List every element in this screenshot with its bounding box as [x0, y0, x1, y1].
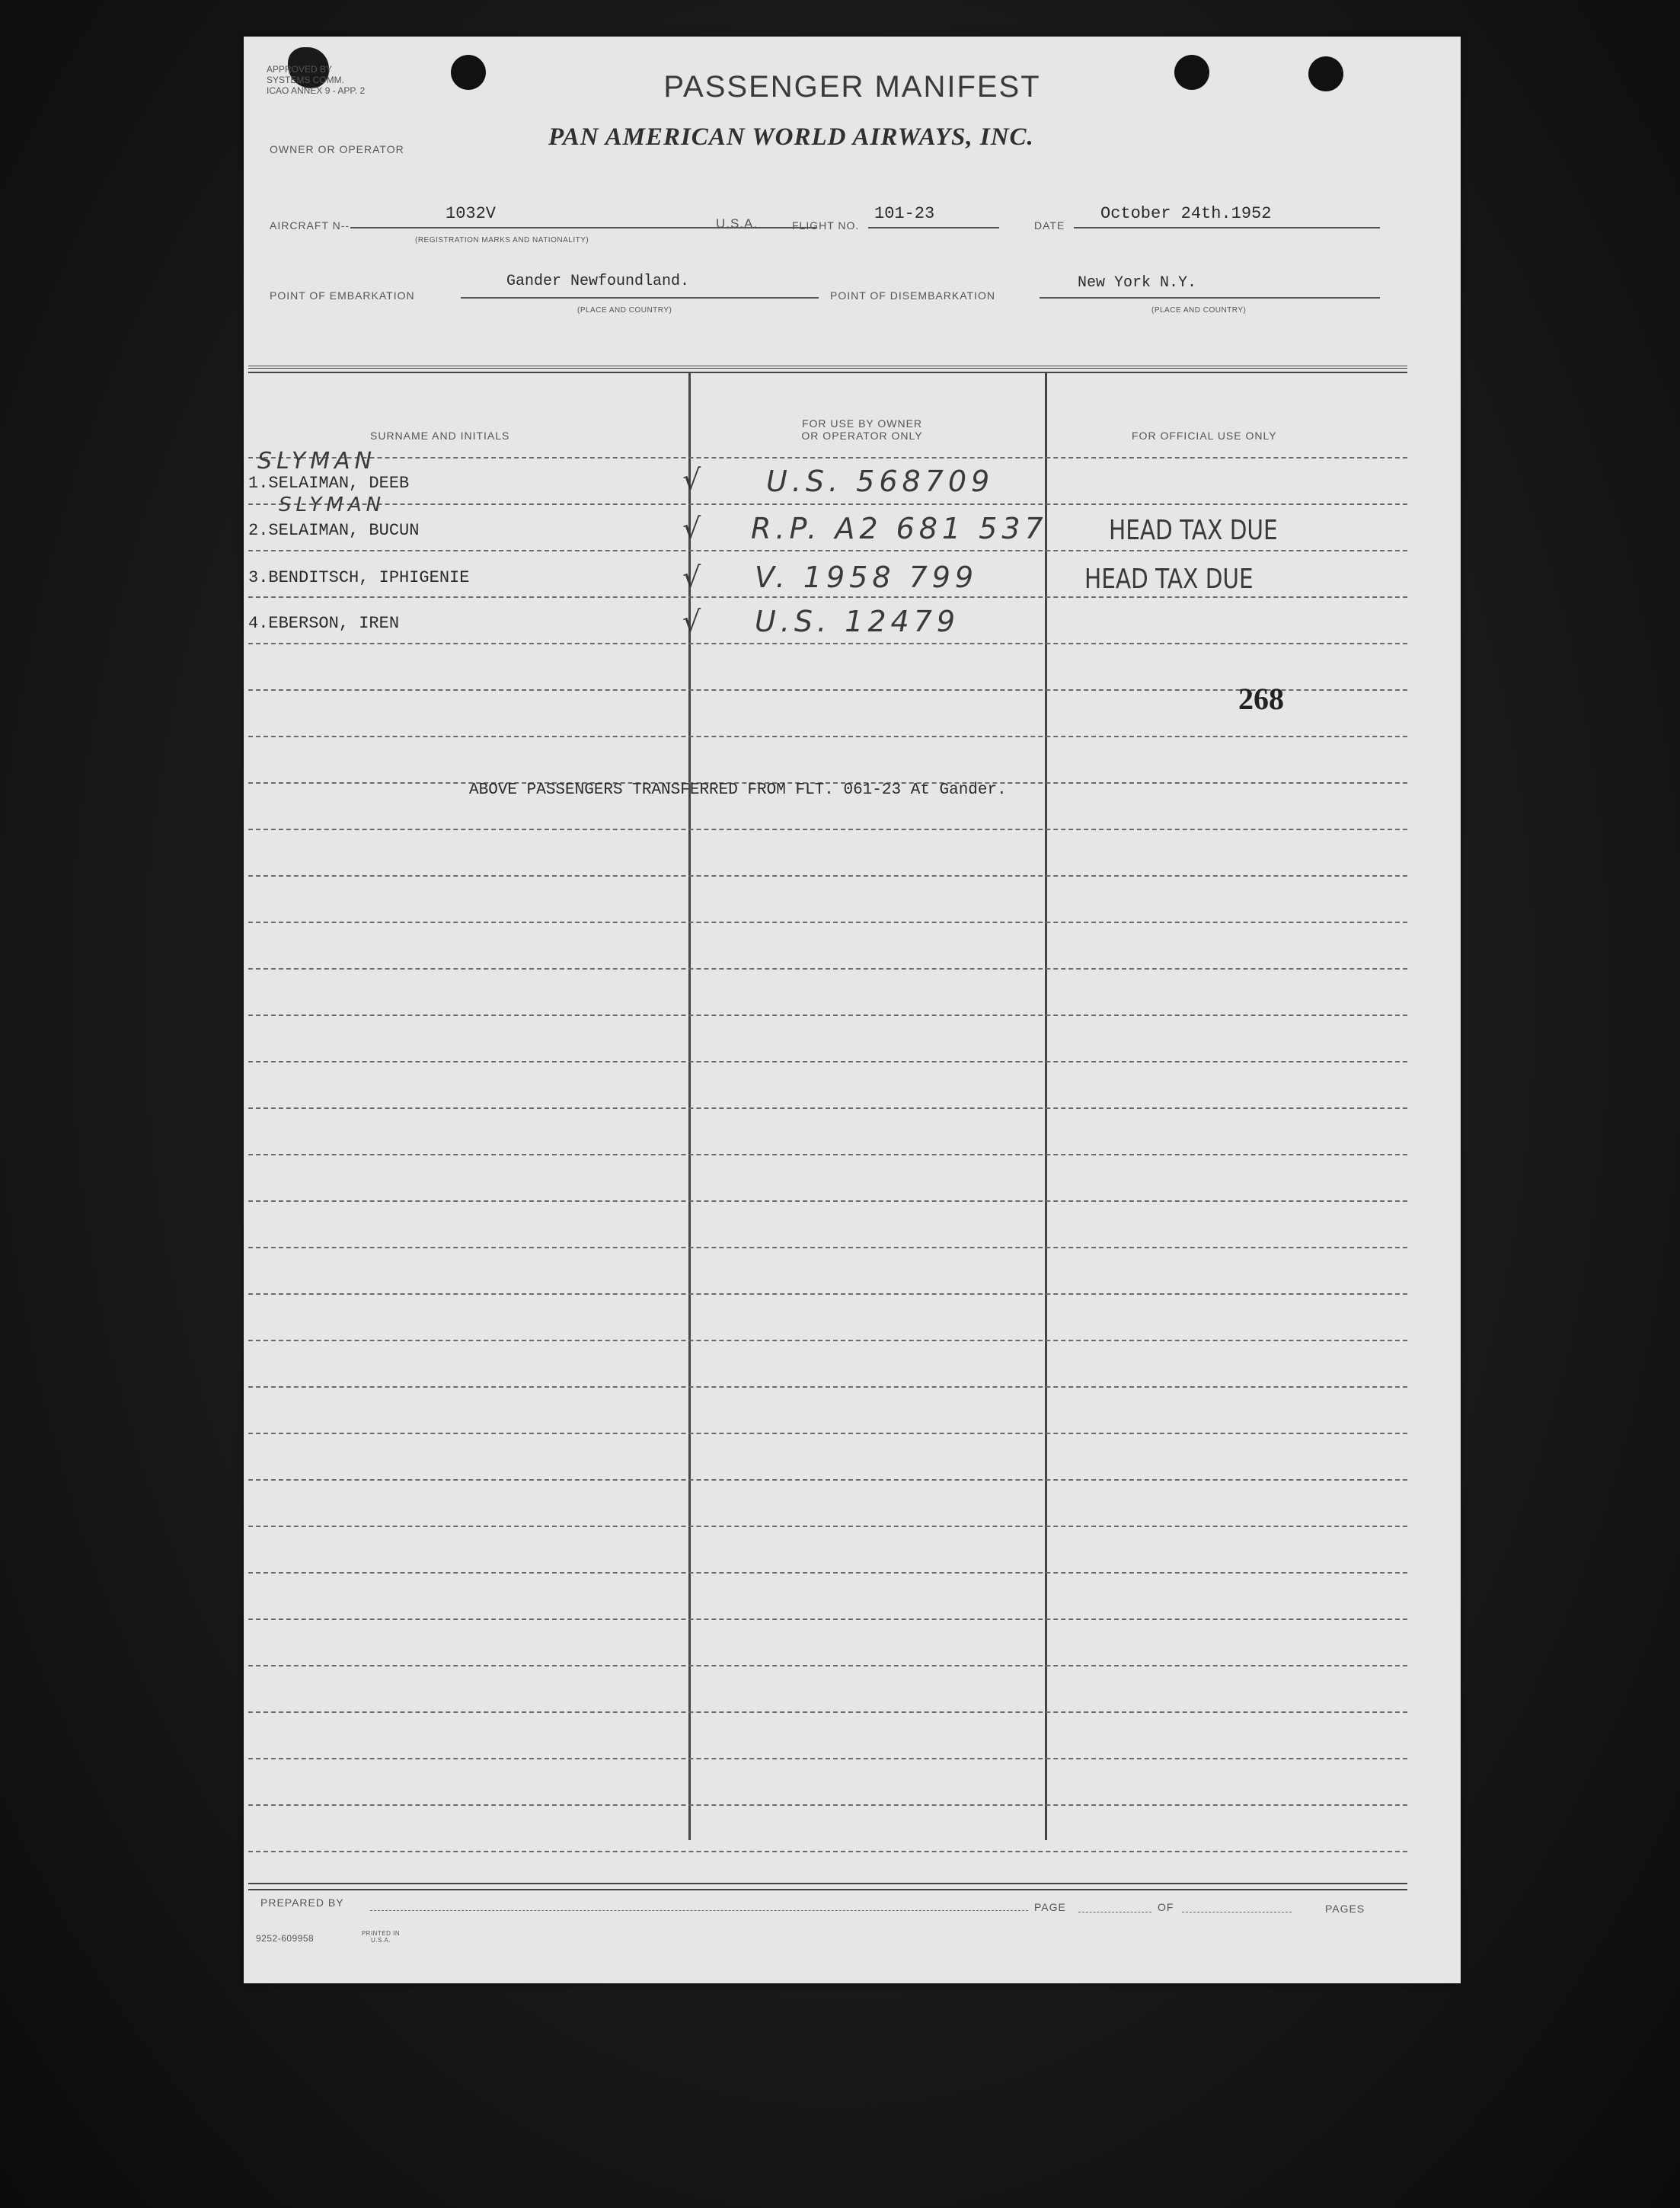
table-ruled-line — [248, 1526, 1407, 1527]
prepared-by-line — [370, 1910, 1028, 1911]
table-ruled-line — [248, 596, 1407, 598]
passenger-name: 2.SELAIMAN, BUCUN — [248, 521, 420, 540]
table-ruled-line — [248, 1200, 1407, 1202]
embarkation-sublabel: (PLACE AND COUNTRY) — [577, 306, 672, 315]
table-ruled-line — [248, 1572, 1407, 1574]
table-ruled-line — [248, 503, 1407, 505]
table-ruled-line — [248, 1758, 1407, 1759]
table-ruled-line — [248, 1386, 1407, 1388]
table-ruled-line — [248, 1293, 1407, 1295]
prepared-by-label: PREPARED BY — [260, 1896, 344, 1909]
check-mark: √ — [682, 463, 706, 497]
flight-label: FLIGHT NO. — [792, 219, 860, 232]
date-value: October 24th.1952 — [1100, 204, 1272, 223]
owner-label: OWNER OR OPERATOR — [270, 143, 404, 155]
date-underline — [1074, 227, 1380, 228]
column-header-owner-line: OR OPERATOR ONLY — [801, 430, 923, 442]
embarkation-label: POINT OF EMBARKATION — [270, 289, 415, 302]
document-number: V. 1958 799 — [755, 561, 979, 594]
handwritten-correction: SLYMAN — [279, 494, 386, 516]
table-ruled-line — [248, 736, 1407, 737]
printed-in-usa: PRINTED IN U.S.A. — [361, 1930, 401, 1944]
aircraft-value: 1032V — [446, 204, 497, 223]
embarkation-value: Gander Newfoundland. — [506, 273, 690, 290]
head-tax-stamp: HEAD TAX DUE — [1109, 515, 1278, 546]
table-ruled-line — [248, 550, 1407, 551]
table-ruled-line — [248, 1804, 1407, 1806]
pages-label: PAGES — [1325, 1903, 1365, 1915]
disembarkation-underline — [1040, 297, 1380, 299]
aircraft-label: AIRCRAFT N-- — [270, 219, 350, 232]
transfer-note: ABOVE PASSENGERS TRANSFERRED FROM FLT. 061-23 At Gander. — [469, 781, 1007, 799]
passenger-name: 4.EBERSON, IREN — [248, 614, 400, 633]
passenger-name: 3.BENDITSCH, IPHIGENIE — [248, 568, 470, 587]
table-ruled-line — [248, 689, 1407, 691]
column-header-name: SURNAME AND INITIALS — [370, 430, 510, 442]
head-tax-stamp: HEAD TAX DUE — [1084, 564, 1254, 595]
flight-underline — [868, 227, 999, 228]
disembarkation-value: New York N.Y. — [1078, 274, 1197, 292]
table-ruled-line — [248, 1107, 1407, 1109]
passenger-table — [248, 366, 1407, 1892]
flight-value: 101-23 — [874, 204, 935, 223]
handwritten-correction: SLYMAN — [257, 448, 377, 475]
disembarkation-sublabel: (PLACE AND COUNTRY) — [1151, 306, 1247, 315]
table-ruled-line — [248, 1665, 1407, 1666]
approval-line: ICAO ANNEX 9 - APP. 2 — [267, 85, 366, 96]
check-mark: √ — [682, 561, 706, 594]
document-number: R.P. A2 681 537 — [751, 512, 1048, 545]
table-ruled-line — [248, 1851, 1407, 1852]
date-label: DATE — [1034, 219, 1065, 232]
table-ruled-line — [248, 1015, 1407, 1016]
approval-line: APPROVED BY — [267, 64, 333, 75]
form-number: 9252-609958 — [256, 1933, 315, 1944]
document-number: U.S. 12479 — [755, 605, 960, 638]
page-stamp-number: 268 — [1238, 682, 1284, 716]
table-ruled-line — [248, 922, 1407, 923]
operator-name: PAN AMERICAN WORLD AIRWAYS, INC. — [548, 123, 1034, 151]
usa-label: U.S.A. — [716, 216, 759, 231]
table-ruled-line — [248, 829, 1407, 830]
table-ruled-line — [248, 1340, 1407, 1341]
page-label: PAGE — [1034, 1901, 1066, 1913]
table-ruled-line — [248, 1247, 1407, 1248]
passenger-name: 1.SELAIMAN, DEEB — [248, 474, 410, 493]
of-label: OF — [1158, 1901, 1174, 1913]
column-header-official: FOR OFFICIAL USE ONLY — [1132, 430, 1277, 442]
table-bottom-rule — [248, 1889, 1407, 1890]
table-ruled-line — [248, 1433, 1407, 1434]
embarkation-underline — [461, 297, 819, 299]
document-number: U.S. 568709 — [766, 465, 995, 498]
table-ruled-line — [248, 1154, 1407, 1155]
table-ruled-line — [248, 875, 1407, 877]
table-ruled-line — [248, 968, 1407, 970]
table-ruled-line — [248, 643, 1407, 644]
check-mark: √ — [682, 512, 706, 545]
manifest-page — [244, 37, 1461, 1983]
table-ruled-line — [248, 1618, 1407, 1620]
table-ruled-line — [248, 457, 1407, 459]
column-header-owner-line: FOR USE BY OWNER — [801, 417, 923, 430]
table-bottom-rule — [248, 1883, 1407, 1884]
aircraft-sublabel: (REGISTRATION MARKS AND NATIONALITY) — [415, 236, 589, 244]
table-ruled-line — [248, 1711, 1407, 1713]
table-ruled-line — [248, 1479, 1407, 1481]
check-mark: √ — [682, 605, 706, 638]
disembarkation-label: POINT OF DISEMBARKATION — [830, 289, 995, 302]
form-title: PASSENGER MANIFEST — [663, 70, 1041, 104]
approval-line: SYSTEMS COMM. — [267, 75, 345, 85]
table-ruled-line — [248, 1061, 1407, 1062]
